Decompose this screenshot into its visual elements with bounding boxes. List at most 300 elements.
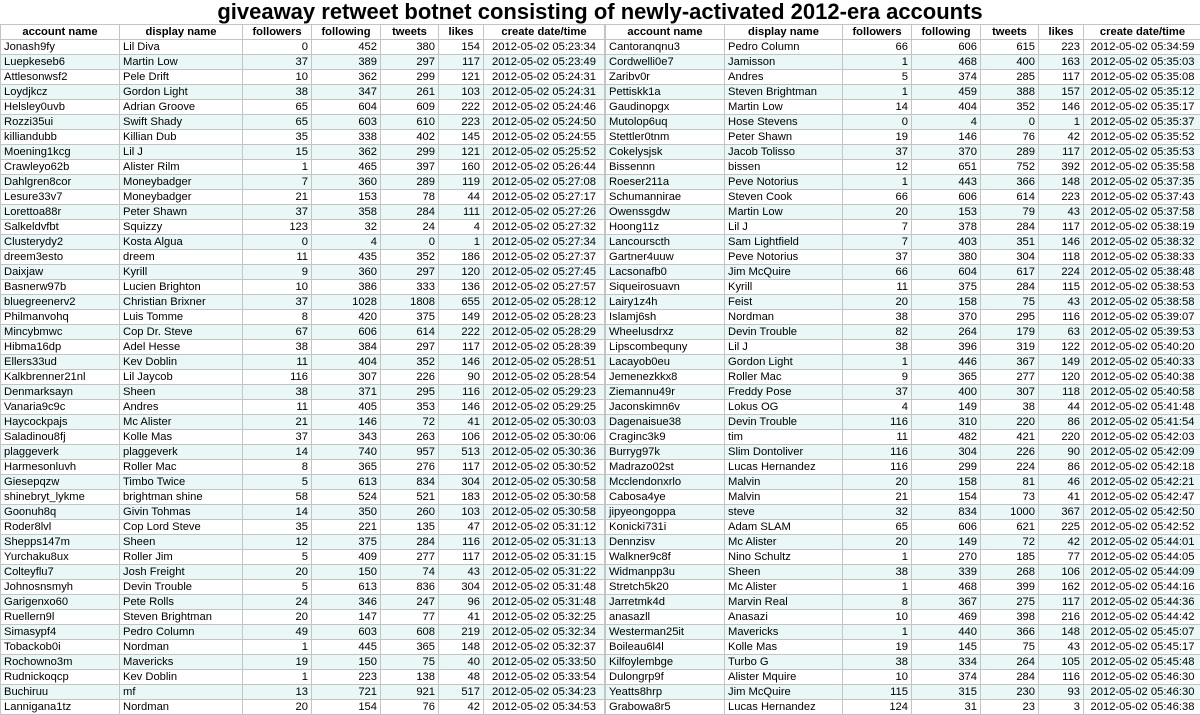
table-row [1, 580, 605, 595]
cell-likes: 120 [1039, 370, 1084, 385]
cell-tweets: 610 [381, 115, 439, 130]
cell-following: 360 [312, 175, 381, 190]
cell-likes: 46 [1039, 475, 1084, 490]
table-row [606, 220, 1200, 235]
cell-account-name: Giesepqzw [1, 475, 120, 490]
cell-create-datetime: 2012-05-02 05:31:22 [484, 565, 605, 580]
cell-likes: 146 [1039, 100, 1084, 115]
cell-create-datetime: 2012-05-02 05:37:58 [1084, 205, 1200, 220]
cell-followers: 19 [243, 655, 312, 670]
cell-following: 304 [912, 445, 981, 460]
column-header-create-datetime: create date/time [484, 25, 605, 40]
cell-create-datetime: 2012-05-02 05:24:50 [484, 115, 605, 130]
cell-following: 4 [912, 115, 981, 130]
cell-display-name: Hose Stevens [725, 115, 843, 130]
cell-following: 223 [312, 670, 381, 685]
cell-display-name: bissen [725, 160, 843, 175]
cell-followers: 37 [843, 250, 912, 265]
cell-followers: 1 [843, 355, 912, 370]
cell-followers: 24 [243, 595, 312, 610]
cell-followers: 38 [843, 655, 912, 670]
cell-following: 145 [912, 640, 981, 655]
cell-followers: 1 [843, 175, 912, 190]
column-header-create-datetime: create date/time [1084, 25, 1200, 40]
accounts-table-left [0, 24, 605, 715]
cell-create-datetime: 2012-05-02 05:27:08 [484, 175, 605, 190]
cell-create-datetime: 2012-05-02 05:42:03 [1084, 430, 1200, 445]
cell-tweets: 24 [381, 220, 439, 235]
cell-account-name: Kilfoylembge [606, 655, 725, 670]
cell-display-name: Roller Jim [120, 550, 243, 565]
cell-following: 367 [912, 595, 981, 610]
cell-display-name: steve [725, 505, 843, 520]
table-row [606, 115, 1200, 130]
column-header-tweets: tweets [981, 25, 1039, 40]
cell-display-name: Adam SLAM [725, 520, 843, 535]
cell-account-name: Mutolop6uq [606, 115, 725, 130]
cell-tweets: 76 [381, 700, 439, 715]
cell-likes: 119 [439, 175, 484, 190]
cell-create-datetime: 2012-05-02 05:25:52 [484, 145, 605, 160]
cell-tweets: 77 [381, 610, 439, 625]
cell-likes: 86 [1039, 415, 1084, 430]
table-row [606, 475, 1200, 490]
table-row [1, 640, 605, 655]
cell-likes: 183 [439, 490, 484, 505]
table-row [606, 385, 1200, 400]
accounts-table-right [605, 24, 1200, 715]
cell-following: 606 [912, 520, 981, 535]
cell-likes: 222 [439, 100, 484, 115]
cell-account-name: Lancourscth [606, 235, 725, 250]
cell-following: 721 [312, 685, 381, 700]
cell-likes: 223 [1039, 40, 1084, 55]
cell-likes: 105 [1039, 655, 1084, 670]
cell-account-name: Lorettoa88r [1, 205, 120, 220]
cell-following: 465 [312, 160, 381, 175]
cell-following: 374 [912, 70, 981, 85]
cell-followers: 12 [843, 160, 912, 175]
cell-create-datetime: 2012-05-02 05:38:58 [1084, 295, 1200, 310]
cell-tweets: 261 [381, 85, 439, 100]
cell-likes: 146 [1039, 235, 1084, 250]
cell-display-name: Steven Cook [725, 190, 843, 205]
cell-create-datetime: 2012-05-02 05:40:20 [1084, 340, 1200, 355]
cell-tweets: 75 [381, 655, 439, 670]
cell-likes: 41 [439, 415, 484, 430]
cell-tweets: 614 [981, 190, 1039, 205]
cell-tweets: 264 [981, 655, 1039, 670]
cell-tweets: 836 [381, 580, 439, 595]
cell-followers: 8 [243, 310, 312, 325]
cell-followers: 65 [243, 100, 312, 115]
cell-likes: 224 [1039, 265, 1084, 280]
cell-tweets: 957 [381, 445, 439, 460]
cell-likes: 117 [439, 340, 484, 355]
cell-display-name: Kev Doblin [120, 670, 243, 685]
cell-following: 740 [312, 445, 381, 460]
cell-create-datetime: 2012-05-02 05:42:47 [1084, 490, 1200, 505]
header-row [1, 25, 605, 40]
cell-tweets: 285 [981, 70, 1039, 85]
cell-tweets: 388 [981, 85, 1039, 100]
cell-followers: 9 [843, 370, 912, 385]
cell-tweets: 421 [981, 430, 1039, 445]
table-row [1, 220, 605, 235]
cell-followers: 10 [843, 610, 912, 625]
cell-tweets: 74 [381, 565, 439, 580]
cell-followers: 11 [243, 355, 312, 370]
table-row [1, 190, 605, 205]
table-row [606, 160, 1200, 175]
cell-create-datetime: 2012-05-02 05:34:23 [484, 685, 605, 700]
cell-account-name: Rozzi35ui [1, 115, 120, 130]
cell-tweets: 621 [981, 520, 1039, 535]
table-row [606, 325, 1200, 340]
cell-tweets: 295 [381, 385, 439, 400]
table-row [1, 625, 605, 640]
cell-following: 32 [312, 220, 381, 235]
cell-likes: 44 [1039, 400, 1084, 415]
table-row [606, 355, 1200, 370]
cell-likes: 116 [1039, 670, 1084, 685]
cell-followers: 5 [843, 70, 912, 85]
cell-create-datetime: 2012-05-02 05:28:29 [484, 325, 605, 340]
cell-likes: 146 [439, 355, 484, 370]
table-row [1, 460, 605, 475]
cell-likes: 225 [1039, 520, 1084, 535]
cell-display-name: plaggeverk [120, 445, 243, 460]
cell-display-name: Roller Mac [120, 460, 243, 475]
table-row [1, 445, 605, 460]
cell-account-name: Vanaria9c9c [1, 400, 120, 415]
cell-likes: 117 [1039, 220, 1084, 235]
cell-followers: 21 [843, 490, 912, 505]
cell-create-datetime: 2012-05-02 05:27:17 [484, 190, 605, 205]
table-row [1, 685, 605, 700]
cell-likes: 1 [1039, 115, 1084, 130]
cell-likes: 186 [439, 250, 484, 265]
cell-tweets: 365 [381, 640, 439, 655]
cell-followers: 20 [843, 535, 912, 550]
cell-create-datetime: 2012-05-02 05:28:51 [484, 355, 605, 370]
cell-display-name: Nordman [120, 700, 243, 715]
table-row [606, 430, 1200, 445]
cell-likes: 146 [439, 400, 484, 415]
cell-tweets: 614 [381, 325, 439, 340]
cell-likes: 103 [439, 505, 484, 520]
cell-display-name: Josh Freight [120, 565, 243, 580]
cell-followers: 1 [843, 55, 912, 70]
cell-followers: 7 [843, 235, 912, 250]
cell-account-name: Harmesonluvh [1, 460, 120, 475]
cell-likes: 3 [1039, 700, 1084, 715]
cell-create-datetime: 2012-05-02 05:34:53 [484, 700, 605, 715]
cell-followers: 37 [243, 430, 312, 445]
cell-likes: 42 [1039, 130, 1084, 145]
cell-tweets: 521 [381, 490, 439, 505]
cell-account-name: Kalkbrenner21nl [1, 370, 120, 385]
cell-tweets: 375 [381, 310, 439, 325]
cell-display-name: Turbo G [725, 655, 843, 670]
cell-create-datetime: 2012-05-02 05:40:38 [1084, 370, 1200, 385]
cell-following: 452 [312, 40, 381, 55]
cell-followers: 0 [843, 115, 912, 130]
cell-tweets: 402 [381, 130, 439, 145]
cell-account-name: Haycockpajs [1, 415, 120, 430]
cell-followers: 13 [243, 685, 312, 700]
cell-display-name: Lil J [725, 220, 843, 235]
cell-display-name: Sheen [120, 385, 243, 400]
cell-followers: 67 [243, 325, 312, 340]
cell-followers: 5 [243, 580, 312, 595]
cell-create-datetime: 2012-05-02 05:42:09 [1084, 445, 1200, 460]
cell-display-name: Lil J [725, 340, 843, 355]
cell-tweets: 72 [381, 415, 439, 430]
cell-likes: 90 [1039, 445, 1084, 460]
cell-following: 396 [912, 340, 981, 355]
cell-create-datetime: 2012-05-02 05:23:49 [484, 55, 605, 70]
cell-following: 603 [312, 115, 381, 130]
table-row [606, 565, 1200, 580]
cell-account-name: jipyeongoppa [606, 505, 725, 520]
cell-account-name: Lairy1z4h [606, 295, 725, 310]
cell-display-name: Malvin [725, 475, 843, 490]
table-row [606, 595, 1200, 610]
cell-account-name: Roeser211a [606, 175, 725, 190]
cell-following: 404 [912, 100, 981, 115]
cell-likes: 304 [439, 580, 484, 595]
cell-create-datetime: 2012-05-02 05:45:07 [1084, 625, 1200, 640]
cell-followers: 123 [243, 220, 312, 235]
cell-following: 150 [312, 655, 381, 670]
cell-likes: 148 [439, 640, 484, 655]
cell-followers: 1 [243, 670, 312, 685]
cell-create-datetime: 2012-05-02 05:41:48 [1084, 400, 1200, 415]
cell-likes: 118 [1039, 250, 1084, 265]
cell-likes: 145 [439, 130, 484, 145]
cell-tweets: 353 [381, 400, 439, 415]
cell-likes: 122 [1039, 340, 1084, 355]
cell-account-name: Jaconskimn6v [606, 400, 725, 415]
cell-likes: 117 [439, 55, 484, 70]
cell-create-datetime: 2012-05-02 05:31:48 [484, 580, 605, 595]
cell-create-datetime: 2012-05-02 05:31:15 [484, 550, 605, 565]
cell-display-name: Sheen [725, 565, 843, 580]
cell-display-name: Alister Mquire [725, 670, 843, 685]
cell-account-name: Moening1kcg [1, 145, 120, 160]
column-header-followers: followers [843, 25, 912, 40]
cell-account-name: Grabowa8r5 [606, 700, 725, 715]
cell-tweets: 352 [381, 355, 439, 370]
cell-create-datetime: 2012-05-02 05:30:03 [484, 415, 605, 430]
cell-followers: 11 [243, 250, 312, 265]
cell-create-datetime: 2012-05-02 05:35:17 [1084, 100, 1200, 115]
cell-display-name: mf [120, 685, 243, 700]
cell-display-name: Freddy Pose [725, 385, 843, 400]
cell-followers: 8 [843, 595, 912, 610]
cell-following: 149 [912, 400, 981, 415]
cell-tweets: 224 [981, 460, 1039, 475]
cell-create-datetime: 2012-05-02 05:38:32 [1084, 235, 1200, 250]
cell-tweets: 319 [981, 340, 1039, 355]
cell-display-name: Lokus OG [725, 400, 843, 415]
cell-likes: 44 [439, 190, 484, 205]
cell-following: 270 [912, 550, 981, 565]
cell-create-datetime: 2012-05-02 05:44:36 [1084, 595, 1200, 610]
table-row [606, 265, 1200, 280]
cell-create-datetime: 2012-05-02 05:27:45 [484, 265, 605, 280]
cell-following: 310 [912, 415, 981, 430]
table-row [606, 655, 1200, 670]
cell-tweets: 275 [981, 595, 1039, 610]
cell-following: 343 [312, 430, 381, 445]
table-row [1, 265, 605, 280]
cell-account-name: Luepkeseb6 [1, 55, 120, 70]
cell-following: 651 [912, 160, 981, 175]
cell-display-name: Alister Rilm [120, 160, 243, 175]
cell-following: 154 [312, 700, 381, 715]
cell-followers: 14 [843, 100, 912, 115]
table-row [606, 85, 1200, 100]
table-row [1, 250, 605, 265]
cell-create-datetime: 2012-05-02 05:33:50 [484, 655, 605, 670]
table-row [606, 460, 1200, 475]
cell-tweets: 263 [381, 430, 439, 445]
table-row [606, 55, 1200, 70]
cell-followers: 10 [243, 70, 312, 85]
cell-following: 375 [312, 535, 381, 550]
cell-followers: 14 [243, 505, 312, 520]
cell-display-name: Peve Notorius [725, 250, 843, 265]
cell-followers: 20 [243, 565, 312, 580]
cell-account-name: Zaribv0r [606, 70, 725, 85]
table-row [606, 100, 1200, 115]
table-row [606, 640, 1200, 655]
cell-tweets: 72 [981, 535, 1039, 550]
cell-create-datetime: 2012-05-02 05:24:31 [484, 70, 605, 85]
cell-tweets: 268 [981, 565, 1039, 580]
cell-followers: 38 [243, 385, 312, 400]
cell-tweets: 230 [981, 685, 1039, 700]
cell-tweets: 289 [381, 175, 439, 190]
cell-likes: 154 [439, 40, 484, 55]
table-row [1, 115, 605, 130]
cell-account-name: Ziemannu49r [606, 385, 725, 400]
cell-likes: 148 [1039, 625, 1084, 640]
cell-tweets: 0 [981, 115, 1039, 130]
cell-followers: 5 [243, 550, 312, 565]
cell-likes: 120 [439, 265, 484, 280]
cell-tweets: 333 [381, 280, 439, 295]
cell-create-datetime: 2012-05-02 05:28:12 [484, 295, 605, 310]
cell-followers: 10 [843, 670, 912, 685]
cell-display-name: Adel Hesse [120, 340, 243, 355]
table-row [1, 535, 605, 550]
cell-tweets: 276 [381, 460, 439, 475]
cell-followers: 12 [243, 535, 312, 550]
cell-account-name: Basnerw97b [1, 280, 120, 295]
cell-tweets: 367 [981, 355, 1039, 370]
cell-followers: 0 [243, 235, 312, 250]
cell-create-datetime: 2012-05-02 05:24:55 [484, 130, 605, 145]
table-row [1, 40, 605, 55]
cell-display-name: tim [725, 430, 843, 445]
cell-display-name: Feist [725, 295, 843, 310]
cell-following: 299 [912, 460, 981, 475]
cell-account-name: Salkeldvfbt [1, 220, 120, 235]
cell-display-name: Marvin Real [725, 595, 843, 610]
cell-likes: 117 [439, 460, 484, 475]
cell-display-name: Lucas Hernandez [725, 460, 843, 475]
cell-tweets: 220 [981, 415, 1039, 430]
cell-following: 350 [312, 505, 381, 520]
cell-followers: 116 [843, 460, 912, 475]
cell-display-name: Jamisson [725, 55, 843, 70]
cell-account-name: Boileau6l4l [606, 640, 725, 655]
cell-account-name: Cabosa4ye [606, 490, 725, 505]
table-row [606, 370, 1200, 385]
cell-account-name: Lacayob0eu [606, 355, 725, 370]
cell-following: 347 [312, 85, 381, 100]
table-row [1, 505, 605, 520]
cell-display-name: Peter Shawn [120, 205, 243, 220]
table-row [606, 175, 1200, 190]
cell-likes: 40 [439, 655, 484, 670]
cell-create-datetime: 2012-05-02 05:41:54 [1084, 415, 1200, 430]
cell-followers: 37 [843, 145, 912, 160]
table-row [1, 400, 605, 415]
cell-following: 158 [912, 295, 981, 310]
cell-account-name: Lesure33v7 [1, 190, 120, 205]
cell-following: 459 [912, 85, 981, 100]
cell-tweets: 299 [381, 145, 439, 160]
cell-account-name: Dahlgren8cor [1, 175, 120, 190]
cell-followers: 38 [843, 565, 912, 580]
cell-account-name: Saladinou8fj [1, 430, 120, 445]
cell-account-name: Buchiruu [1, 685, 120, 700]
cell-tweets: 138 [381, 670, 439, 685]
column-header-following: following [312, 25, 381, 40]
cell-tweets: 277 [381, 550, 439, 565]
table-row [1, 370, 605, 385]
cell-create-datetime: 2012-05-02 05:24:46 [484, 100, 605, 115]
cell-tweets: 304 [981, 250, 1039, 265]
table-row [606, 685, 1200, 700]
cell-followers: 38 [243, 85, 312, 100]
cell-create-datetime: 2012-05-02 05:39:53 [1084, 325, 1200, 340]
cell-account-name: Garigenxo60 [1, 595, 120, 610]
cell-likes: 48 [439, 670, 484, 685]
cell-account-name: Jonash9fy [1, 40, 120, 55]
cell-following: 375 [912, 280, 981, 295]
table-row [606, 610, 1200, 625]
cell-display-name: Swift Shady [120, 115, 243, 130]
cell-following: 443 [912, 175, 981, 190]
cell-likes: 517 [439, 685, 484, 700]
cell-create-datetime: 2012-05-02 05:35:52 [1084, 130, 1200, 145]
cell-likes: 63 [1039, 325, 1084, 340]
cell-likes: 116 [439, 385, 484, 400]
cell-tweets: 135 [381, 520, 439, 535]
cell-likes: 157 [1039, 85, 1084, 100]
cell-account-name: Roder8lvl [1, 520, 120, 535]
cell-display-name: Mc Alister [120, 415, 243, 430]
cell-create-datetime: 2012-05-02 05:35:58 [1084, 160, 1200, 175]
cell-following: 315 [912, 685, 981, 700]
cell-likes: 116 [439, 535, 484, 550]
cell-tweets: 617 [981, 265, 1039, 280]
